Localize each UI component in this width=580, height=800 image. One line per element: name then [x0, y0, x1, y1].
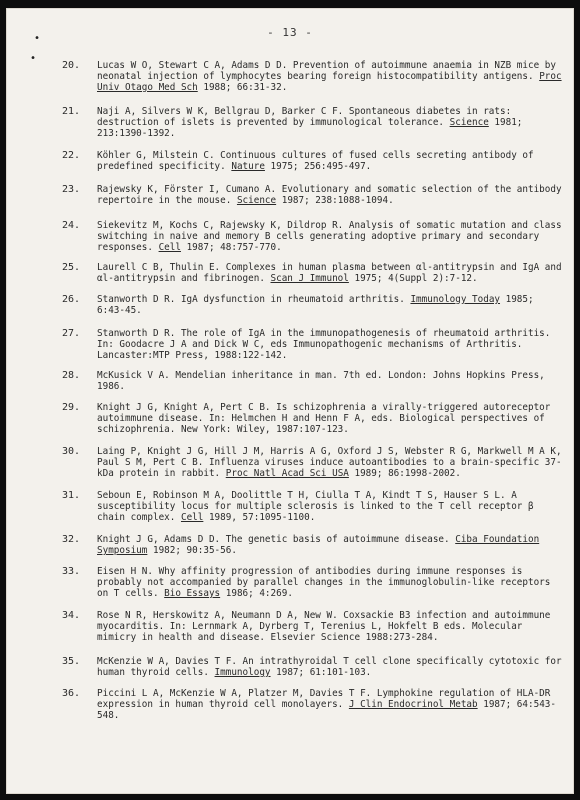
reference-number: 22.	[62, 150, 81, 161]
reference-text: Laing P, Knight J G, Hill J M, Harris A G, Oxford J S, Webster R G, Markwell M A K, Paul S M, Pert C B. Influenza viruses induce autoantibodies to a brain-specific 37-kDa protein in rabbit. Proc Natl Acad Sci USA 1989; 86:1998-2002.	[97, 446, 562, 479]
bullet-mark: •	[30, 53, 37, 64]
reference-text: Naji A, Silvers W K, Bellgrau D, Barker C F. Spontaneous diabetes in rats: destruction of islets is prevented by immunological tolerance. Science 1981; 213:1390-1392.	[97, 106, 523, 139]
reference-number: 30.	[62, 446, 81, 457]
reference-text: Köhler G, Milstein C. Continuous cultures of fused cells secreting antibody of predefined specificity. Nature 1975; 256:495-497.	[97, 150, 534, 172]
reference-number: 29.	[62, 402, 81, 413]
reference-number: 24.	[62, 220, 81, 231]
reference-text: Stanworth D R. IgA dysfunction in rheumatoid arthritis. Immunology Today 1985; 6:43-45.	[97, 294, 534, 316]
journal-name: Proc Natl Acad Sci USA	[225, 468, 349, 479]
reference-text: Rajewsky K, Förster I, Cumano A. Evolutionary and somatic selection of the antibody repertoire in the mouse. Science 1987; 238:1088-1094.	[97, 184, 562, 206]
reference-text: Knight J G, Knight A, Pert C B. Is schizophrenia a virally-triggered autoreceptor autoimmune disease. In: Helmchen H and Henn F A, eds. Biological perspectives of schizophrenia. New York: Wiley, 1987:107-123.	[97, 402, 551, 435]
reference-text: Stanworth D R. The role of IgA in the immunopathogenesis of rheumatoid arthritis. In: Goodacre J A and Dick W C, eds Immunopathogenic mechanisms of Arthritis. Lancaster:MTP Press, 1988:122-142.	[97, 328, 551, 361]
reference-number: 27.	[62, 328, 81, 339]
journal-name: Science	[449, 117, 489, 128]
journal-name: Cell	[180, 512, 204, 523]
journal-name: Cell	[158, 242, 181, 253]
reference-number: 32.	[62, 534, 81, 545]
reference-number: 21.	[62, 106, 81, 117]
reference-number: 28.	[62, 370, 81, 381]
reference-text: Lucas W O, Stewart C A, Adams D D. Prevention of autoimmune anaemia in NZB mice by neonatal injection of lymphocytes bearing foreign histocompatibility antigens. Proc Univ Otago Med Sch 1988; 66:31-32.	[97, 60, 562, 93]
reference-number: 25.	[62, 262, 81, 273]
journal-name: Proc Univ Otago Med Sch	[97, 71, 562, 93]
reference-text: Siekevitz M, Kochs C, Rajewsky K, Dildrop R. Analysis of somatic mutation and class switching in naive and memory B cells generating adoptive primary and secondary responses. Cell 1987; 48:757-770.	[97, 220, 562, 253]
journal-name: Immunology	[214, 667, 271, 678]
reference-text: McKenzie W A, Davies T F. An intrathyroidal T cell clone specifically cytotoxic for human thyroid cells. Immunology 1987; 61:101-103.	[97, 656, 562, 678]
document-page	[6, 8, 574, 794]
reference-text: Laurell C B, Thulin E. Complexes in human plasma between αl-antitrypsin and IgA and αl-antitrypsin and fibrinogen. Scan J Immunol 1975; 4(Suppl 2):7-12.	[97, 262, 562, 284]
journal-name: J Clin Endocrinol Metab	[348, 699, 478, 710]
reference-number: 36.	[62, 688, 81, 699]
reference-text: Rose N R, Herskowitz A, Neumann D A, New W. Coxsackie B3 infection and autoimmune myocarditis. In: Lernmark A, Dyrberg T, Terenius L, Hokfelt B eds. Molecular mimicry in health and disease. Elsevier Science 1988:273-284.	[97, 610, 551, 643]
reference-text: Knight J G, Adams D D. The genetic basis of autoimmune disease. Ciba Foundation Symposium 1982; 90:35-56.	[97, 534, 540, 556]
reference-number: 26.	[62, 294, 81, 305]
journal-name: Ciba Foundation Symposium	[97, 534, 540, 556]
reference-text: Piccini L A, McKenzie W A, Platzer M, Davies T F. Lymphokine regulation of HLA-DR expression in human thyroid cell monolayers. J Clin Endocrinol Metab 1987; 64:543-548.	[97, 688, 556, 721]
reference-number: 35.	[62, 656, 81, 667]
reference-number: 20.	[62, 60, 81, 71]
journal-name: Scan J Immunol	[270, 273, 349, 284]
journal-name: Science	[236, 195, 277, 206]
reference-text: Eisen H N. Why affinity progression of antibodies during immune responses is probably not accompanied by parallel changes in the immunoglobulin-like receptors on T cells. Bio Essays 1986; 4:269.	[97, 566, 551, 599]
journal-name: Immunology Today	[410, 294, 501, 305]
reference-text: McKusick V A. Mendelian inheritance in man. 7th ed. London: Johns Hopkins Press, 1986.	[97, 370, 545, 392]
page-number: - 13 -	[267, 26, 313, 39]
reference-number: 23.	[62, 184, 81, 195]
journal-name: Bio Essays	[164, 588, 221, 599]
reference-number: 31.	[62, 490, 81, 501]
reference-text: Seboun E, Robinson M A, Doolittle T H, Ciulla T A, Kindt T S, Hauser S L. A susceptibility locus for multiple sclerosis is linked to the T cell receptor β chain complex. Cell 1989, 57:1095-1100.	[97, 490, 534, 523]
reference-number: 33.	[62, 566, 81, 577]
reference-number: 34.	[62, 610, 81, 621]
bullet-mark: •	[34, 33, 41, 44]
journal-name: Nature	[231, 161, 265, 172]
